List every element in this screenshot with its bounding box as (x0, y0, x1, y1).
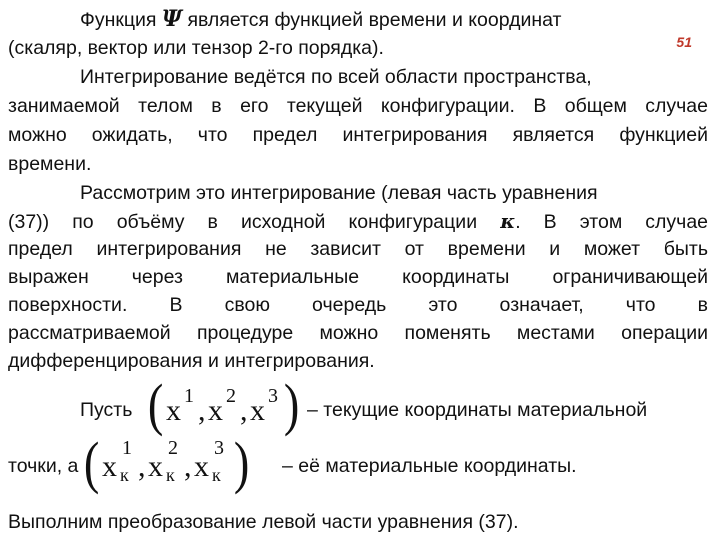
x-var: x (208, 394, 223, 427)
x-var: x (250, 394, 265, 427)
x-var: x (148, 450, 163, 483)
text-segment: является функцией времени и координат (187, 9, 562, 31)
subscript: к (212, 465, 221, 485)
superscript: 2 (226, 385, 236, 407)
paragraph-2-line-2: занимаемой телом в его текущей конфигурации. В общем случае (8, 95, 708, 117)
psi-symbol: Ψ (161, 6, 183, 32)
paragraph-3-line-2 (8, 206, 708, 236)
x-var: x (194, 450, 209, 483)
tochki-label: точки, а (8, 455, 79, 477)
paragraph-5-line-1: Выполним преобразование левой части уравнения (37). (8, 511, 519, 533)
current-coordinates-formula (146, 374, 311, 438)
superscript: 1 (184, 385, 194, 407)
subscript: к (120, 465, 129, 485)
text-segment: . В этом случае (515, 211, 709, 233)
paragraph-2-line-1: Интегрирование ведётся по всей области пространства, (80, 66, 592, 88)
x-var: x (166, 394, 181, 427)
paragraph-3-line-6: рассматриваемой процедуре можно поменять местами операции (8, 322, 708, 344)
pust-label: Пусть (80, 399, 133, 421)
x-var: x (102, 450, 117, 483)
paragraph-3-line-3: предел интегрирования не зависит от времени и может быть (8, 238, 708, 260)
superscript: 1 (122, 437, 132, 459)
paragraph-2-line-3: можно ожидать, что предел интегрирования является функцией (8, 124, 708, 146)
text-segment: (37)) по объёму в исходной конфигурации (8, 211, 478, 233)
paragraph-3-line-7: дифференцирования и интегрирования. (8, 350, 375, 372)
paragraph-1-line-2: (скаляр, вектор или тензор 2-го порядка). (8, 37, 384, 59)
superscript: 2 (168, 437, 178, 459)
material-coordinates-formula (82, 432, 282, 496)
paragraph-1-line-1 (80, 4, 708, 34)
paragraph-4-line-1-tail: – текущие координаты материальной (307, 399, 648, 421)
kappa-symbol: κ (500, 209, 516, 233)
comma: , (240, 394, 248, 427)
paragraph-4-line-2-tail: – её материальные координаты. (282, 455, 577, 477)
superscript: 3 (268, 385, 278, 407)
open-paren: ( (83, 430, 100, 495)
paragraph-2-line-4: времени. (8, 153, 92, 175)
paragraph-3-line-5: поверхности. В свою очередь это означает, что в (8, 294, 708, 316)
subscript: к (166, 465, 175, 485)
superscript: 3 (214, 437, 224, 459)
slide-number: 51 (676, 34, 692, 50)
paragraph-3-line-1: Рассмотрим это интегрирование (левая часть уравнения (80, 182, 598, 204)
open-paren: ( (147, 372, 164, 437)
close-paren: ) (283, 372, 300, 437)
comma: , (198, 394, 206, 427)
text-segment: Функция (80, 9, 157, 31)
paragraph-3-line-4: выражен через материальные координаты ограничивающей (8, 266, 708, 288)
comma: , (184, 450, 192, 483)
close-paren: ) (233, 430, 250, 495)
comma: , (138, 450, 146, 483)
